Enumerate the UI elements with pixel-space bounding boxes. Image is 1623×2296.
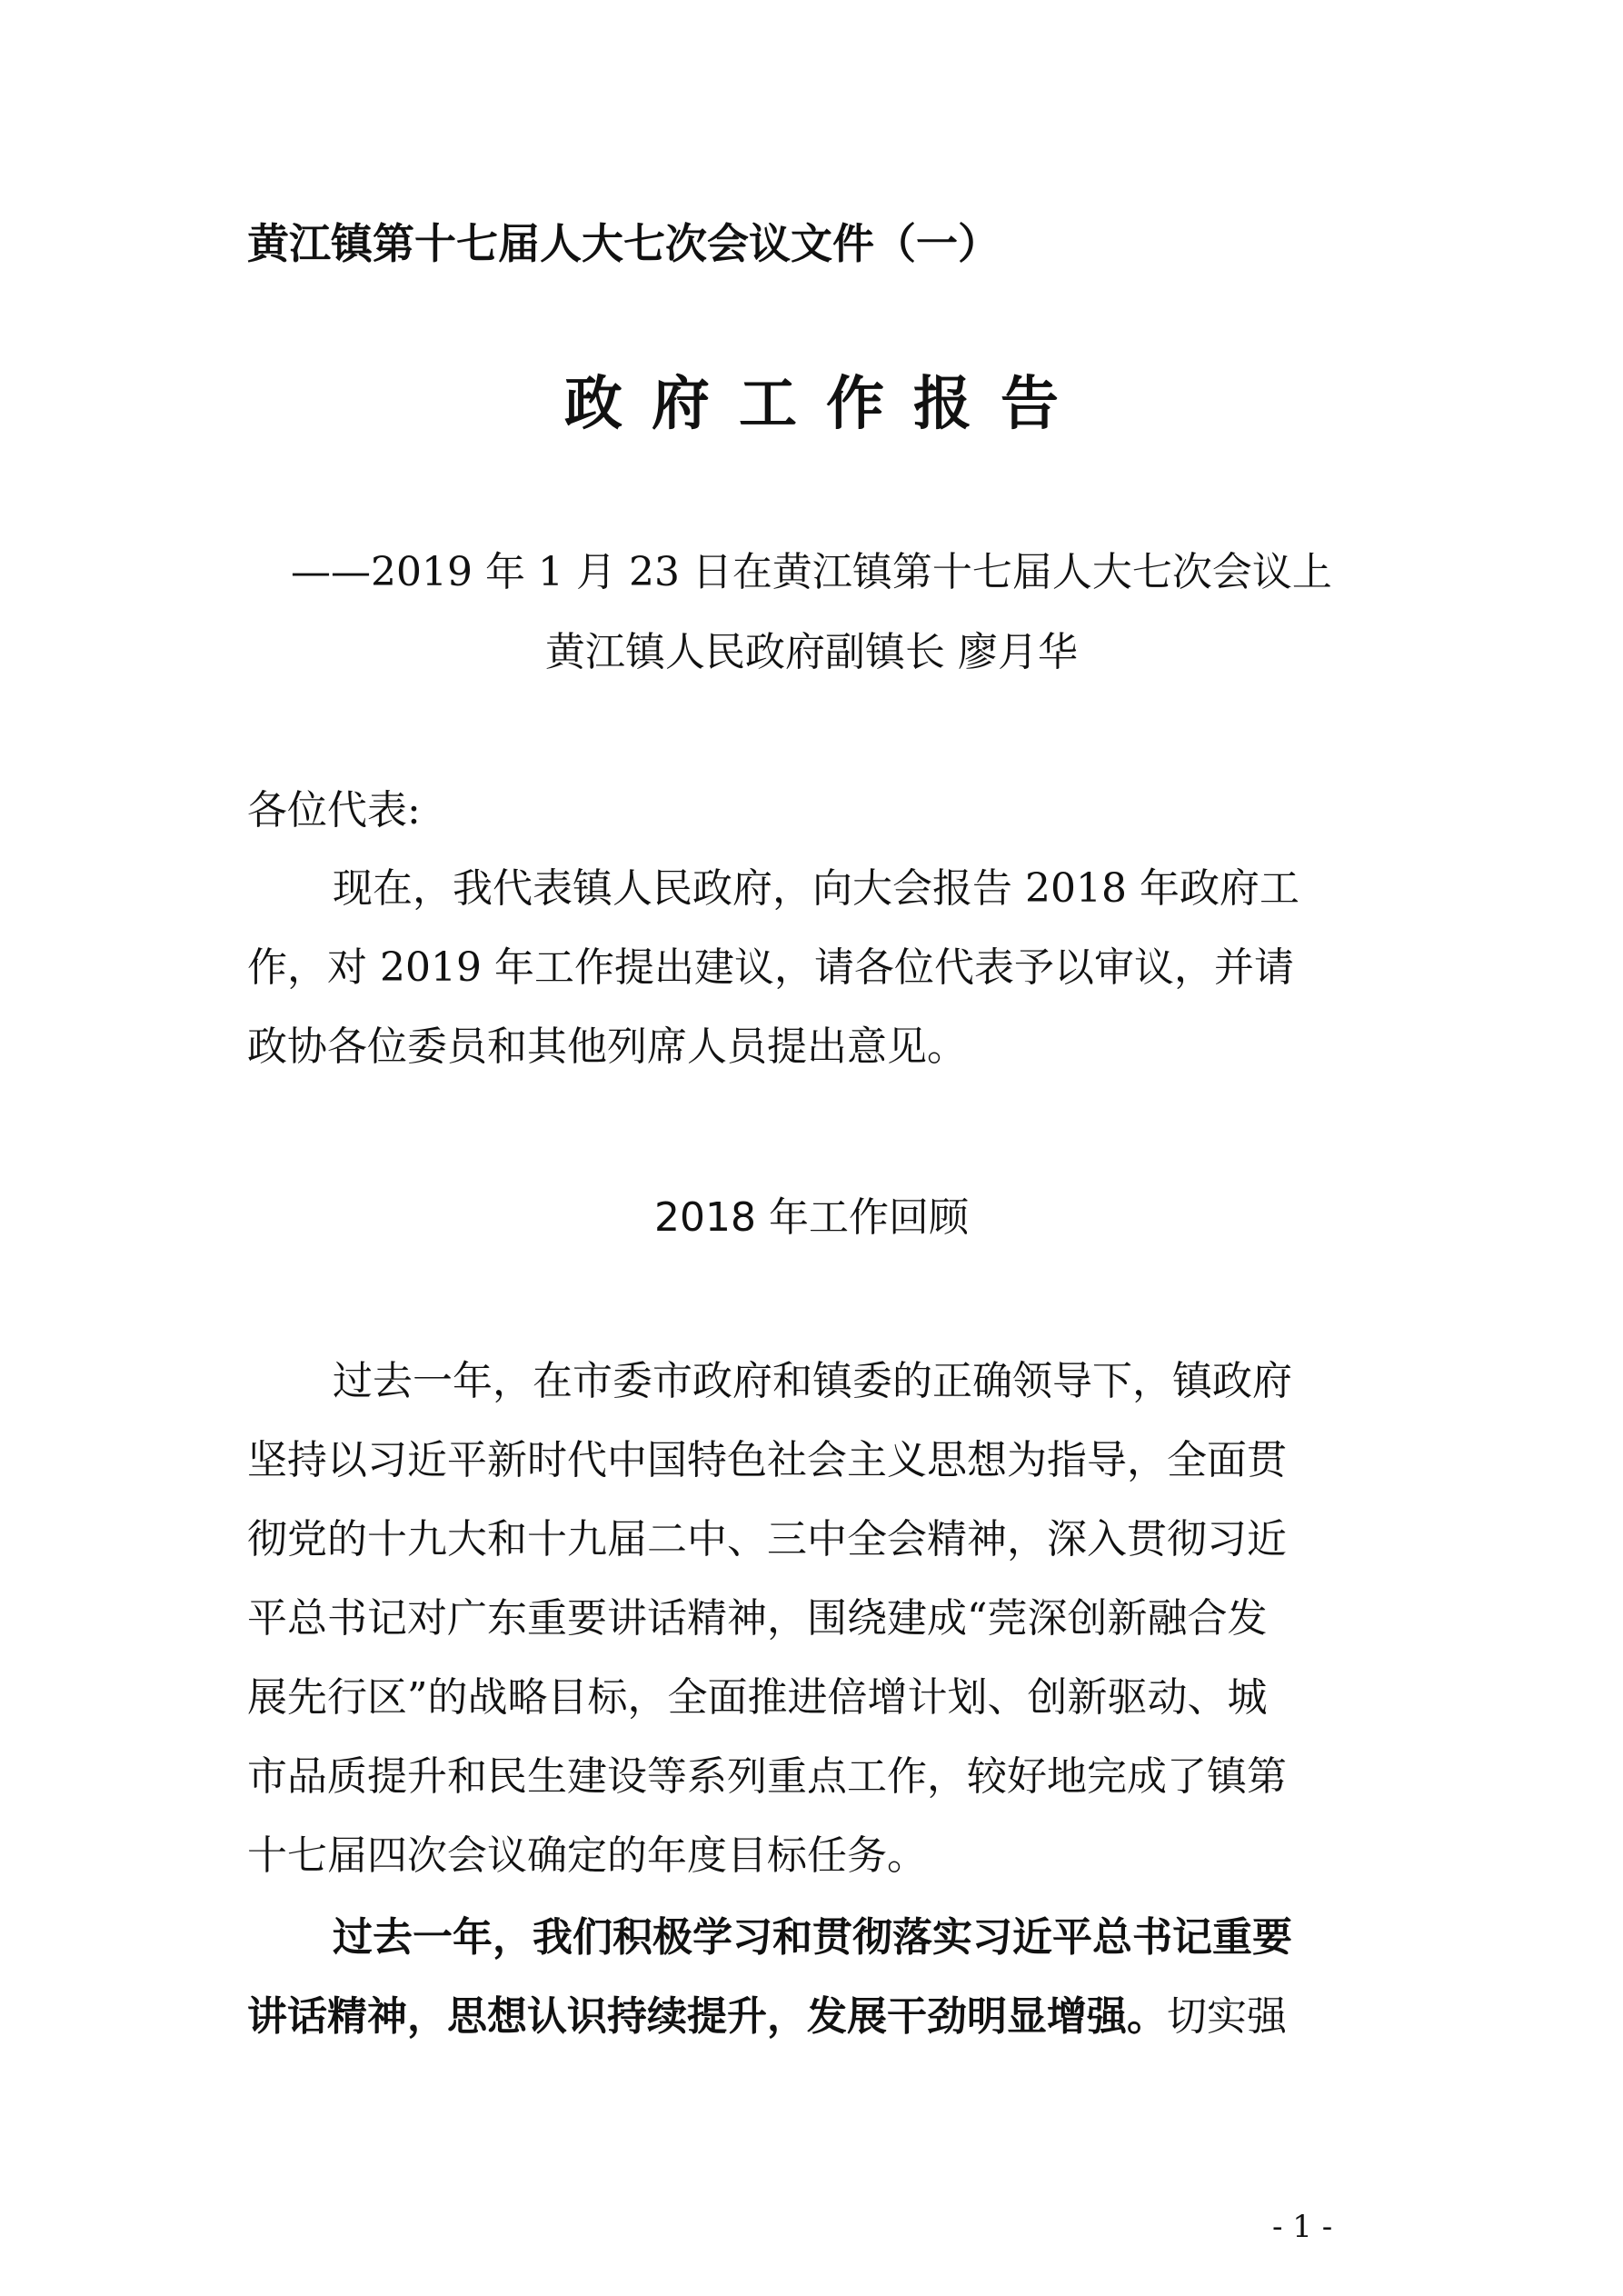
review-line: 坚持以习近平新时代中国特色社会主义思想为指导，全面贯	[247, 1437, 1287, 1483]
review-line: 市品质提升和民生建设等系列重点工作，较好地完成了镇第	[247, 1753, 1287, 1800]
document-title: 政府工作报告	[564, 370, 1088, 438]
intro-line: 政协各位委员和其他列席人员提出意见。	[247, 1023, 967, 1070]
intro-line: 现在，我代表镇人民政府，向大会报告 2018 年政府工	[333, 865, 1299, 912]
subtitle-date-line: ——2019 年 1 月 23 日在黄江镇第十七届人大七次会议上	[291, 549, 1332, 595]
bold-summary-text: 讲话精神，思想认识持续提升，发展干劲明显增强。	[247, 1993, 1167, 2040]
review-line: 展先行区”的战略目标，全面推进倍增计划、创新驱动、城	[247, 1674, 1268, 1721]
review-line: 彻党的十九大和十九届二中、三中全会精神，深入贯彻习近	[247, 1516, 1287, 1562]
bold-summary-line: 过去一年，我们积极学习和贯彻落实习近平总书记重要	[333, 1914, 1292, 1961]
review-line: 十七届四次会议确定的年度目标任务。	[247, 1832, 927, 1879]
section-heading: 2018 年工作回顾	[654, 1194, 969, 1241]
review-line: 过去一年，在市委市政府和镇委的正确领导下，镇政府	[333, 1358, 1292, 1404]
page-number: - 1 -	[1272, 2209, 1333, 2245]
review-line: 平总书记对广东重要讲话精神，围绕建成“莞深创新融合发	[247, 1595, 1268, 1642]
continuation-text: 切实强	[1167, 1993, 1287, 2040]
document-series-label: 黄江镇第十七届人大七次会议文件（一）	[247, 219, 1000, 268]
subtitle-speaker-line: 黄江镇人民政府副镇长 廖月华	[545, 629, 1078, 675]
bold-summary-line-2	[247, 1990, 1287, 2044]
intro-line: 作，对 2019 年工作提出建议，请各位代表予以审议，并请	[247, 944, 1294, 991]
salutation: 各位代表:	[247, 787, 421, 834]
